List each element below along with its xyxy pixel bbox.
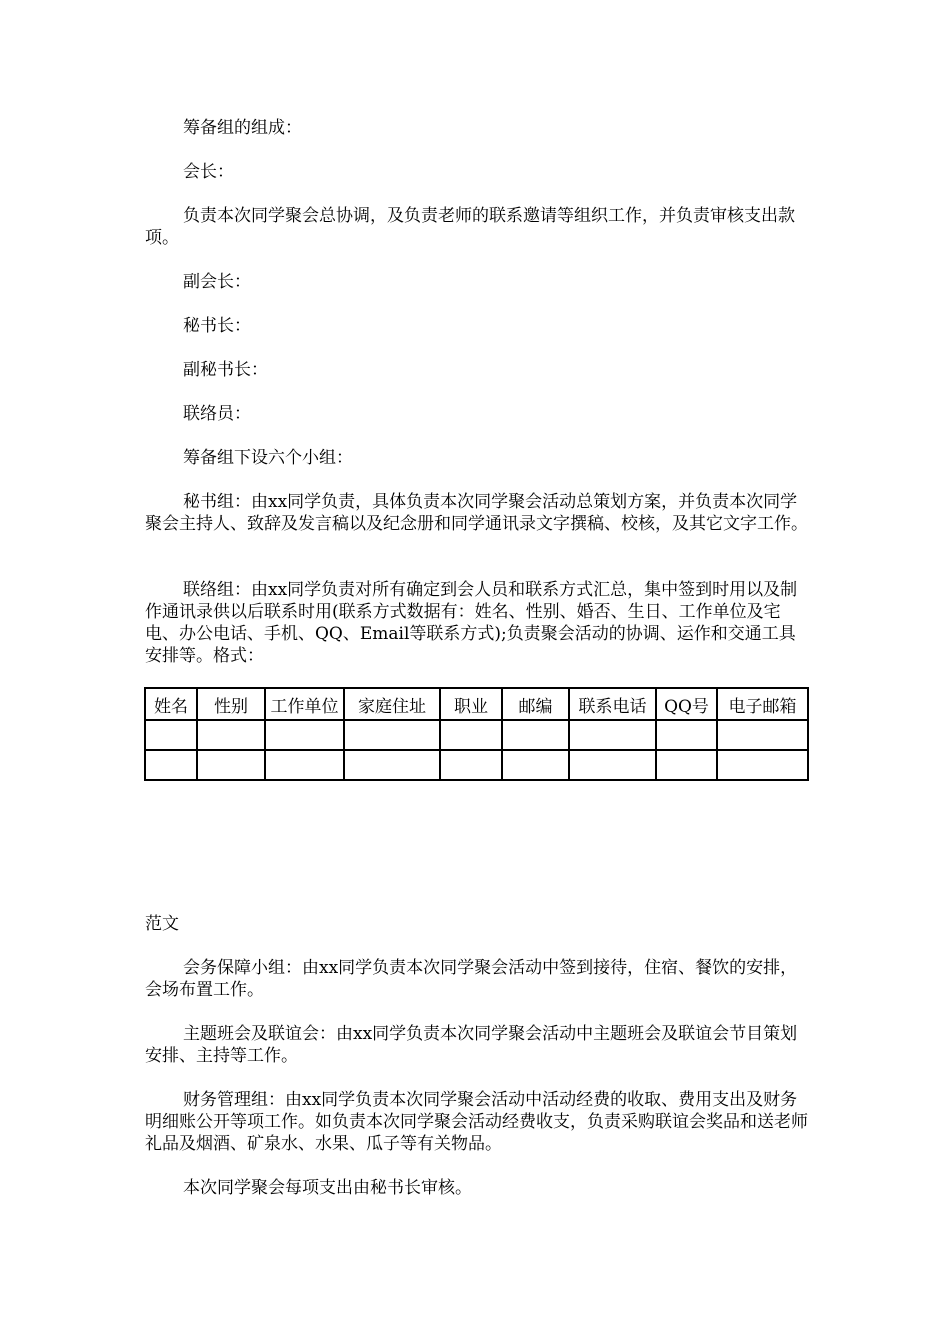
table-cell bbox=[569, 720, 656, 750]
label-secretary-general: 秘书长： bbox=[183, 316, 251, 336]
table-cell bbox=[344, 720, 440, 750]
paragraph-expense-approval: 本次同学聚会每项支出由秘书长审核。 bbox=[183, 1178, 472, 1198]
table-cell bbox=[265, 720, 344, 750]
table-cell bbox=[197, 750, 265, 780]
table-header-row bbox=[145, 688, 808, 720]
heading-six-groups: 筹备组下设六个小组： bbox=[183, 448, 353, 468]
table-cell bbox=[502, 720, 569, 750]
table-cell bbox=[265, 750, 344, 780]
paragraph-president-duties: 负责本次同学聚会总协调，及负责老师的联系邀请等组织工作，并负责审核支出款项。 bbox=[145, 206, 795, 248]
contact-format-table bbox=[144, 687, 809, 781]
table-header-cell: 职业 bbox=[440, 688, 502, 720]
table-cell bbox=[145, 750, 197, 780]
table-header-cell: 电子邮箱 bbox=[717, 688, 808, 720]
label-vice-president: 副会长： bbox=[183, 272, 251, 292]
heading-committee-composition: 筹备组的组成： bbox=[183, 118, 302, 138]
table-cell bbox=[344, 750, 440, 780]
table-header-cell: 邮编 bbox=[502, 688, 569, 720]
table-cell bbox=[440, 720, 502, 750]
table-header-cell: 工作单位 bbox=[265, 688, 344, 720]
table-cell bbox=[440, 750, 502, 780]
table-header-cell: 性别 bbox=[197, 688, 265, 720]
table-cell bbox=[197, 720, 265, 750]
table-cell bbox=[569, 750, 656, 780]
label-deputy-secretary-general: 副秘书长： bbox=[183, 360, 268, 380]
label-president: 会长： bbox=[183, 162, 234, 182]
table-header-cell: 联系电话 bbox=[569, 688, 656, 720]
paragraph-liaison-group: 联络组：由xx同学负责对所有确定到会人员和联系方式汇总，集中签到时用以及制作通讯录供以后联系时用(联系方式数据有：姓名、性别、婚否、生日、工作单位及宅电、办公电话、手机、QQ、Email等联系方式);负责聚会活动的协调、运作和交通工具安排等。格式： bbox=[145, 580, 798, 666]
table-cell bbox=[656, 750, 717, 780]
table-header-cell: 家庭住址 bbox=[344, 688, 440, 720]
section-label-sample: 范文 bbox=[145, 914, 179, 934]
paragraph-secretariat-group: 秘书组：由xx同学负责，具体负责本次同学聚会活动总策划方案，并负责本次同学聚会主持人、致辞及发言稿以及纪念册和同学通讯录文字撰稿、校核，及其它文字工作。 bbox=[145, 492, 808, 534]
table-header-cell: 姓名 bbox=[145, 688, 197, 720]
table-cell bbox=[656, 720, 717, 750]
paragraph-finance-group: 财务管理组：由xx同学负责本次同学聚会活动中活动经费的收取、费用支出及财务明细账公开等项工作。如负责本次同学聚会活动经费收支，负责采购联谊会奖品和送老师礼品及烟酒、矿泉水、水果、瓜子等有关物品。 bbox=[145, 1090, 808, 1154]
table-row bbox=[145, 750, 808, 780]
table-row bbox=[145, 720, 808, 750]
paragraph-logistics-group: 会务保障小组：由xx同学负责本次同学聚会活动中签到接待，住宿、餐饮的安排，会场布置工作。 bbox=[145, 958, 798, 1000]
table-header-cell: QQ号 bbox=[656, 688, 717, 720]
table-cell bbox=[717, 750, 808, 780]
table-cell bbox=[502, 750, 569, 780]
label-liaison: 联络员： bbox=[183, 404, 251, 424]
table-cell bbox=[717, 720, 808, 750]
table-cell bbox=[145, 720, 197, 750]
contact-format-table-wrapper bbox=[144, 687, 807, 777]
paragraph-class-meeting-group: 主题班会及联谊会：由xx同学负责本次同学聚会活动中主题班会及联谊会节目策划安排、主持等工作。 bbox=[145, 1024, 798, 1066]
